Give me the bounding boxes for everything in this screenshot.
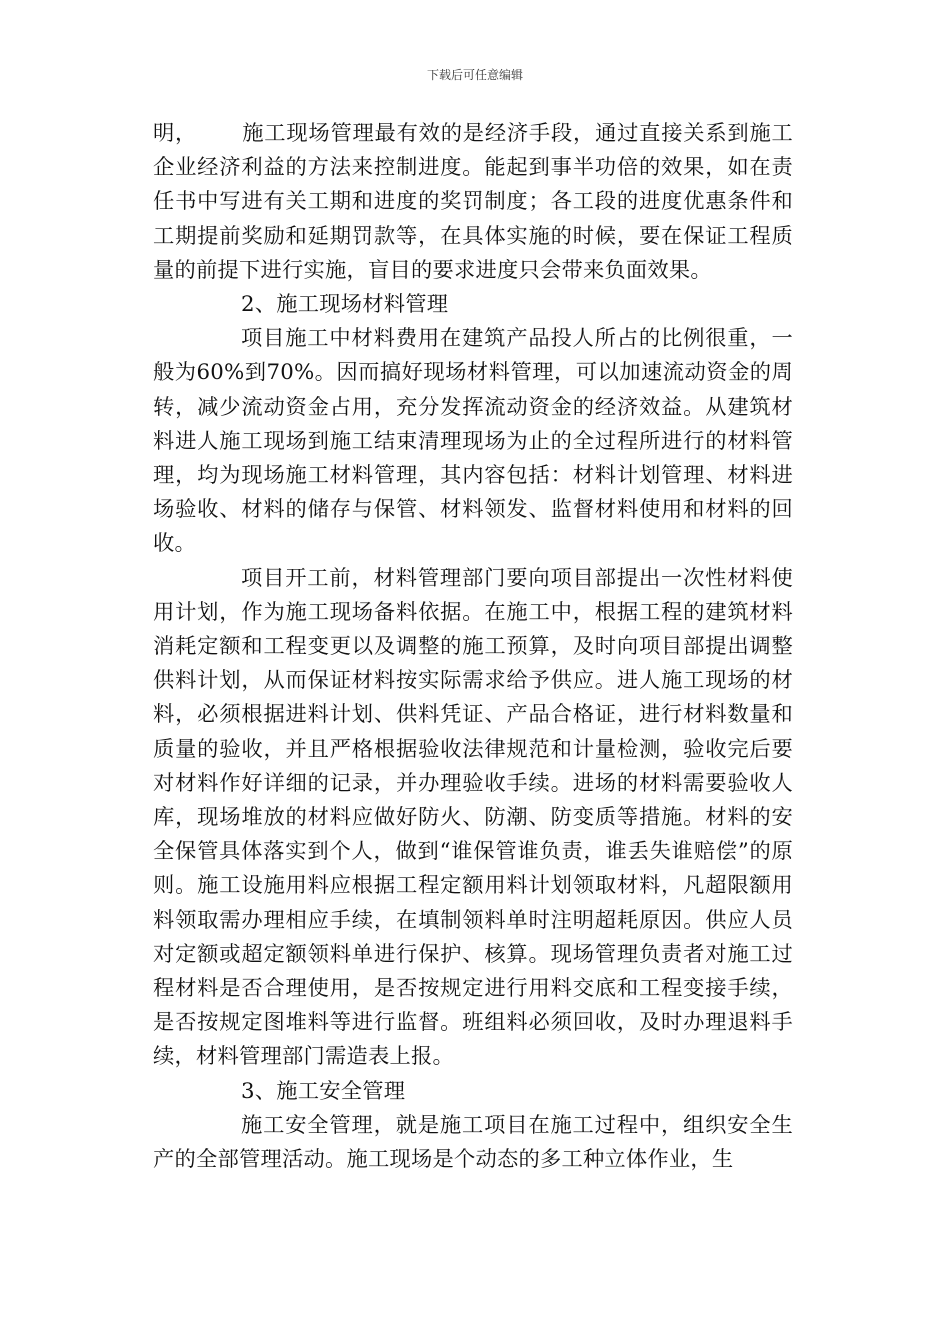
section-heading-safety: 3、施工安全管理	[241, 1078, 406, 1104]
paragraph-materials-process: 项目开工前，材料管理部门要向项目部提出一次性材料使用计划，作为施工现场备料依据。在施工中，根据工程的建筑材料消耗定额和工程变更以及调整的施工预算，及时向项目部提出调整供料计划，从而保证材料按实际需求给予供应。进人施工现场的材料，必须根据进料计划、供料凭证、产品合格证，进行材料数量和质量的验收，并且严格根据验收法律规范和计量检测，验收完后要对材料作好详细的记录，并办理验收手续。进场的材料需要验收人库，现场堆放的材料应做好防火、防潮、防变质等措施。材料的安全保管具体落实到个人，做到“谁保管谁负责，谁丢失谁赔偿”的原则。施工设施用料应根据工程定额用料计划领取材料，凡超限额用料领取需办理相应手续，在填制领料单时注明超耗原因。供应人员对定额或超定额领料单进行保护、核算。现场管理负责者对施工过程材料是否合理使用，是否按规定进行用料交底和工程变接手续，是否按规定图堆料等进行监督。班组料必须回收，及时办理退料手续，材料管理部门需造表上报。	[153, 565, 793, 1070]
section-heading-materials: 2、施工现场材料管理	[241, 292, 449, 318]
paragraph-continuation: 明， 施工现场管理最有效的是经济手段，通过直接关系到施工企业经济利益的方法来控制进度。能起到事半功倍的效果，如在责任书中写进有关工期和进度的奖罚制度；各工段的进度优惠条件和工期提前奖励和延期罚款等，在具体实施的时候，要在保证工程质量的前提下进行实施，盲目的要求进度只会带来负面效果。	[153, 121, 793, 283]
paragraph-materials-intro: 项目施工中材料费用在建筑产品投人所占的比例很重，一般为60%到70%。因而搞好现场材料管理，可以加速流动资金的周转，减少流动资金占用，充分发挥流动资金的经济效益。从建筑材料进人施工现场到施工结束清理现场为止的全过程所进行的材料管理，均为现场施工材料管理，其内容包括：材料计划管理、材料进场验收、材料的储存与保管、材料领发、监督材料使用和材料的回收。	[153, 326, 793, 557]
document-body	[153, 117, 793, 1177]
paragraph-safety-intro: 施工安全管理，就是施工项目在施工过程中，组织安全生产的全部管理活动。施工现场是个动态的多工种立体作业，生	[153, 1112, 793, 1173]
page-header: 下载后可任意编辑	[426, 68, 523, 82]
